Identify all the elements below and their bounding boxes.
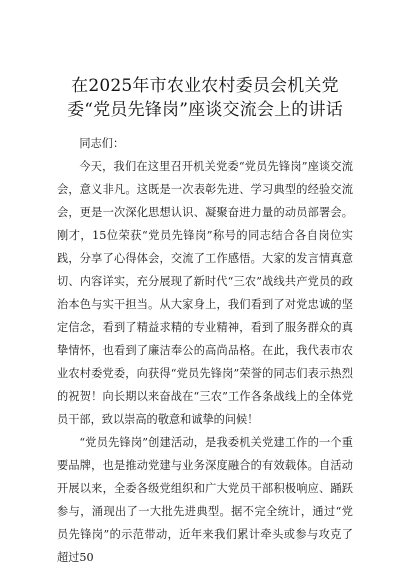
salutation: 同志们： — [79, 137, 125, 150]
document-title: 在2025年市农业农村委员会机关党委“党员先锋岗”座谈交流会上的讲话 — [67, 76, 343, 120]
body-paragraph-2: “党员先锋岗”创建活动，是我委机关党建工作的一个重要品牌，也是推动党建与业务深度融合的有效载体。自活动开展以来，全委各级党组织和广大党员干部积极响应、踊跃参与，涌现出了一大批先进典型。据不完全统计，通过“党员先锋岗”的示范带动，近年来我们累计牵头或参与攻克了超过50 — [57, 436, 353, 564]
body-paragraph-1: 今天，我们在这里召开机关党委“党员先锋岗”座谈交流会，意义非凡。这既是一次表彰先进、学习典型的经验交流会，更是一次深化思想认识、凝聚奋进力量的动员部署会。刚才，15位荣获“党员先锋岗”称号的同志结合各自岗位实践，分享了心得体会，交流了工作感悟。大家的发言情真意切、内容详实，充分展现了新时代“三农”战线共产党员的政治本色与实干担当。从大家身上，我们看到了对党忠诚的坚定信念，看到了精益求精的专业精神，看到了服务群众的真挚情怀，也看到了廉洁奉公的高尚品格。在此，我代表市农业农村委党委，向获得“党员先锋岗”荣誉的同志们表示热烈的祝贺！向长期以来奋战在“三农”工作各条战线上的全体党员干部，致以崇高的敬意和诚挚的问候！ — [57, 160, 353, 426]
